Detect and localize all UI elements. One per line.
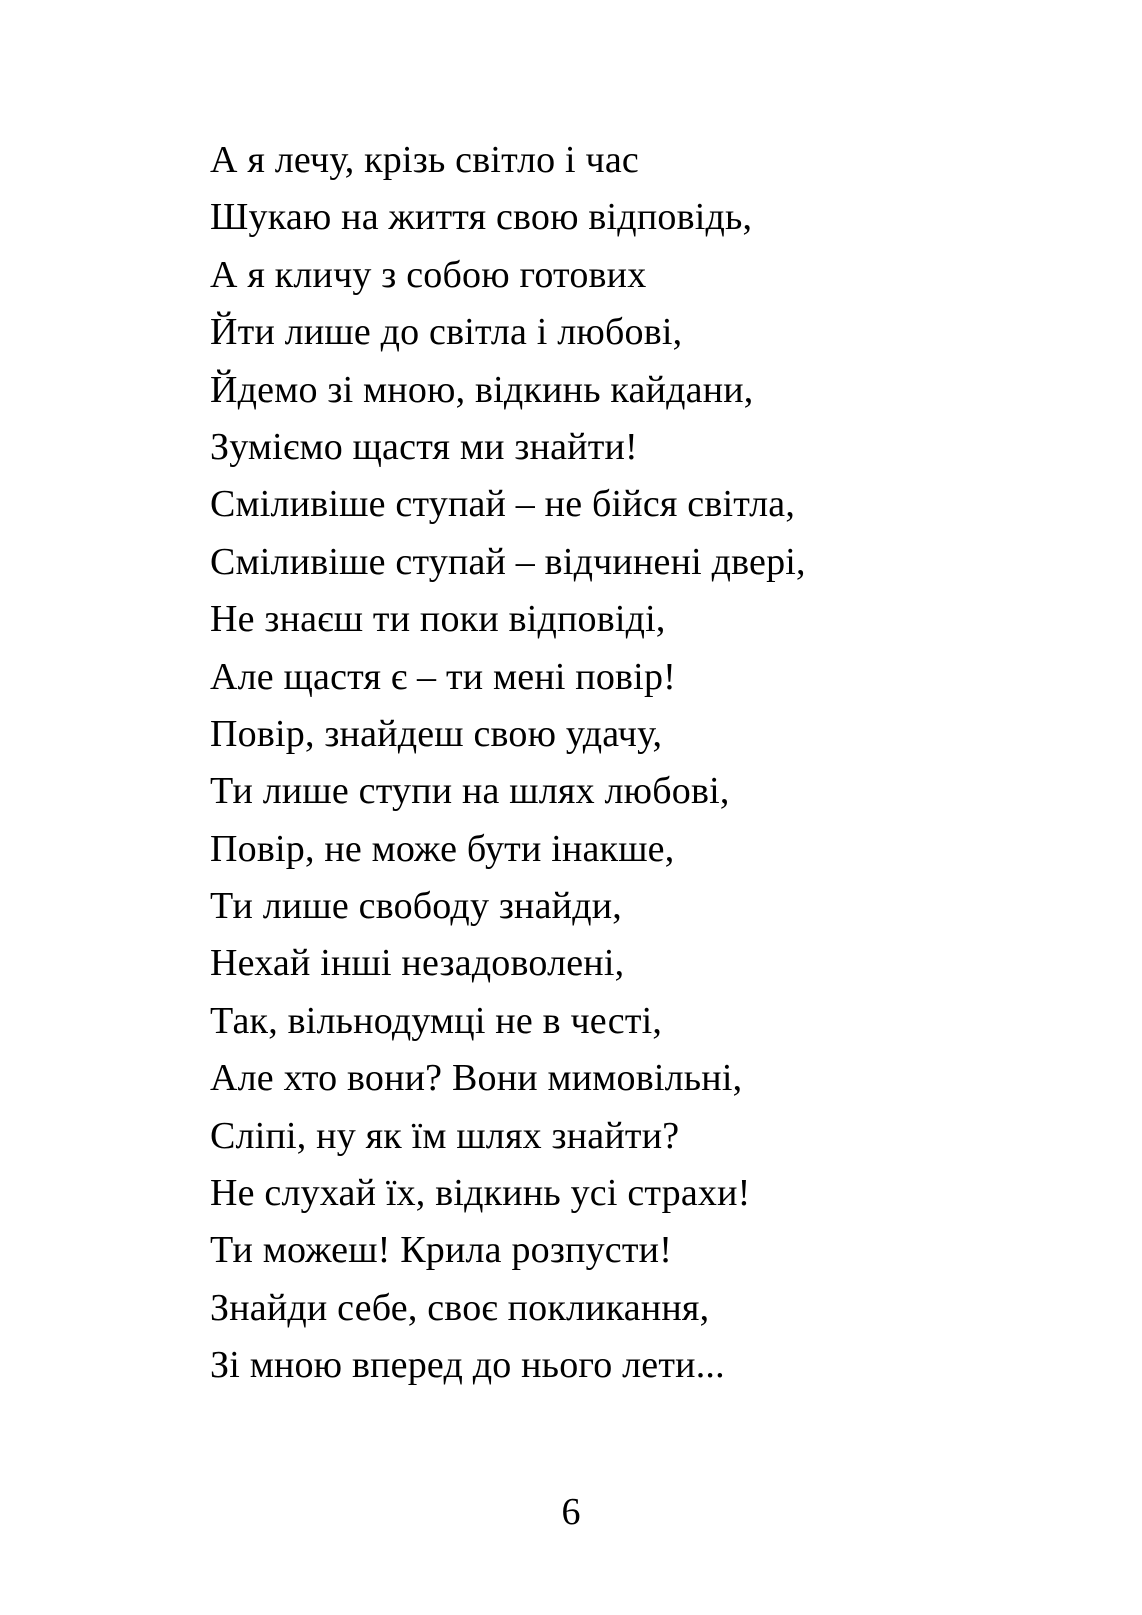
poem-line: Не слухай їх, відкинь усі страхи! xyxy=(210,1172,751,1215)
poem-line: Йти лише до світла і любові, xyxy=(210,311,683,354)
poem-line: Ти лише свободу знайди, xyxy=(210,885,622,928)
poem-line: А я лечу, крізь світло і час xyxy=(210,139,639,181)
poem-line: А я кличу з собою готових xyxy=(210,253,647,296)
poem-line: Знайди себе, своє покликання, xyxy=(210,1286,710,1329)
poem-line: Шукаю на життя свою відповідь, xyxy=(210,196,753,239)
poem-line: Сміливіше ступай – відчинені двері, xyxy=(210,540,806,583)
poem-line: Не знаєш ти поки відповіді, xyxy=(210,598,666,641)
page-number: 6 xyxy=(561,1491,581,1533)
poem-line: Нехай інші незадоволені, xyxy=(210,942,625,985)
poem-line: Йдемо зі мною, відкинь кайдани, xyxy=(210,368,754,411)
poem-line: Але хто вони? Вони мимовільні, xyxy=(210,1057,743,1100)
poem-line: Повір, знайдеш свою удачу, xyxy=(210,712,663,755)
poem-line: Ти можеш! Крила розпусти! xyxy=(210,1229,673,1272)
poem-line: Сліпі, ну як їм шлях знайти? xyxy=(210,1114,680,1157)
poem-line: Зуміємо щастя ми знайти! xyxy=(210,425,638,468)
poem-line: Повір, не може бути інакше, xyxy=(210,827,675,870)
poem-text xyxy=(210,132,970,1395)
poem-line: Ти лише ступи на шлях любові, xyxy=(210,770,730,813)
poem-line: Зі мною вперед до нього лети... xyxy=(210,1344,725,1387)
poem-line: Так, вільнодумці не в честі, xyxy=(210,999,663,1042)
poem-line: Сміливіше ступай – не бійся світла, xyxy=(210,483,796,526)
poem-line: Але щастя є – ти мені повір! xyxy=(210,655,676,698)
